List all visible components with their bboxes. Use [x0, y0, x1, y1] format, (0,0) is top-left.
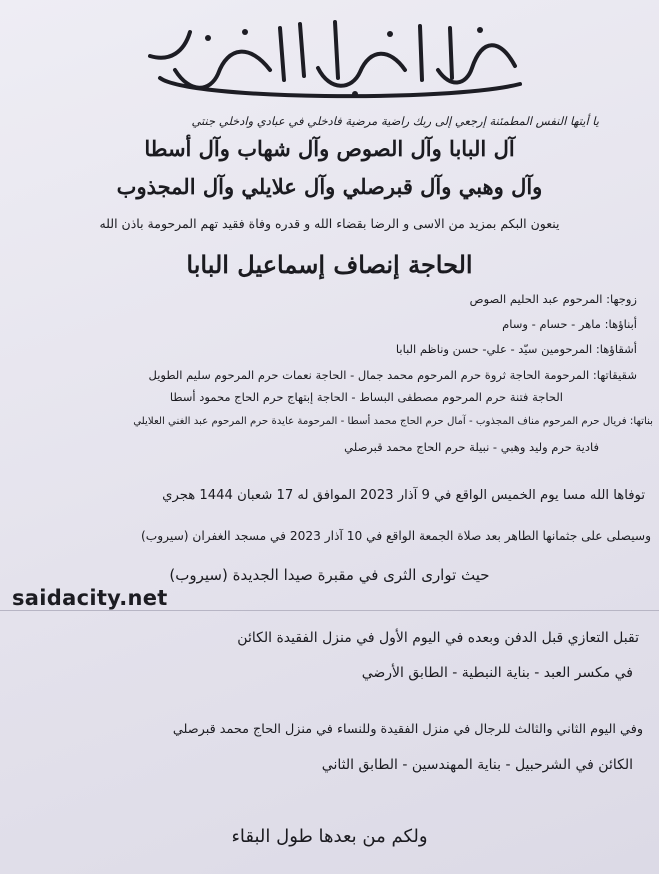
- condolence-line-1: تقبل التعازي قبل الدفن وبعده في اليوم الأول في منزل الفقيدة الكائن: [237, 630, 639, 646]
- families-line-1: آل البابا وآل الصوص وآل شهاب وآل أسطا: [144, 136, 515, 161]
- closing-text: ولكم من بعدها طول البقاء: [231, 826, 428, 847]
- deceased-name: الحاجة إنصاف إسماعيل البابا: [186, 250, 473, 279]
- burial-place: حيث توارى الثرى في مقبرة صيدا الجديدة (سيروب): [169, 566, 490, 584]
- condolence-line-3: وفي اليوم الثاني والثالث للرجال في منزل الفقيدة وللنساء في منزل الحاج محمد قبرصلي: [172, 722, 643, 737]
- relative-sisters-2: الحاجة فتنة حرم المرحوم مصطفى البساط - الحاجة إبتهاج حرم الحاج محمود أسطا: [169, 390, 563, 404]
- death-date: توفاها الله مسا يوم الخميس الواقع في 9 آذار 2023 الموافق له 17 شعبان 1444 هجري: [162, 488, 645, 503]
- funeral-prayer: وسيصلى على جثمانها الطاهر بعد صلاة الجمعة الواقع في 10 آذار 2023 في مسجد الغفران (سيروب): [141, 529, 651, 543]
- relative-sisters-1: شقيقاتها: المرحومة الحاجة ثروة حرم المرحوم محمد جمال - الحاجة نعمات حرم المرحوم سليم الطويل: [148, 368, 637, 382]
- relative-daughters-2: فادية حرم وليد وهبي - نبيلة حرم الحاج محمد قبرصلي: [344, 440, 599, 454]
- relative-daughters-1: بناتها: فريال حرم المرحوم مناف المجذوب - آمال حرم الحاج محمد أسطا - المرحومة عايدة حرم المرحوم عبد الغني العلايلي: [133, 416, 653, 427]
- relative-brothers: أشقاؤها: المرحومين سيّد - علي- حسن وناظم البابا: [395, 342, 637, 356]
- site-watermark: saidacity.net: [12, 586, 168, 610]
- section-divider: [0, 610, 659, 611]
- relative-husband: زوجها: المرحوم عبد الحليم الصوص: [469, 292, 637, 306]
- condolence-line-2: في مكسر العبد - بناية النبطية - الطابق الأرضي: [361, 665, 633, 681]
- condolence-line-4: الكائن في الشرحبيل - بناية المهندسين - الطابق الثاني: [321, 757, 633, 773]
- quran-verse: يا أيتها النفس المطمئنة إرجعي إلى ربك راضية مرضية فادخلي في عبادي وادخلي جنتي: [191, 114, 599, 128]
- families-line-2: وآل وهبي وآل قبرصلي وآل علايلي وآل المجذوب: [116, 174, 543, 199]
- relative-sons: أبناؤها: ماهر - حسام - وسام: [502, 317, 637, 331]
- calligraphy-title: [120, 8, 540, 108]
- announcement-text: ينعون البكم بمزيد من الاسى و الرضا بقضاء الله و قدره وفاة فقيد تهم المرحومة باذن الله: [99, 216, 560, 231]
